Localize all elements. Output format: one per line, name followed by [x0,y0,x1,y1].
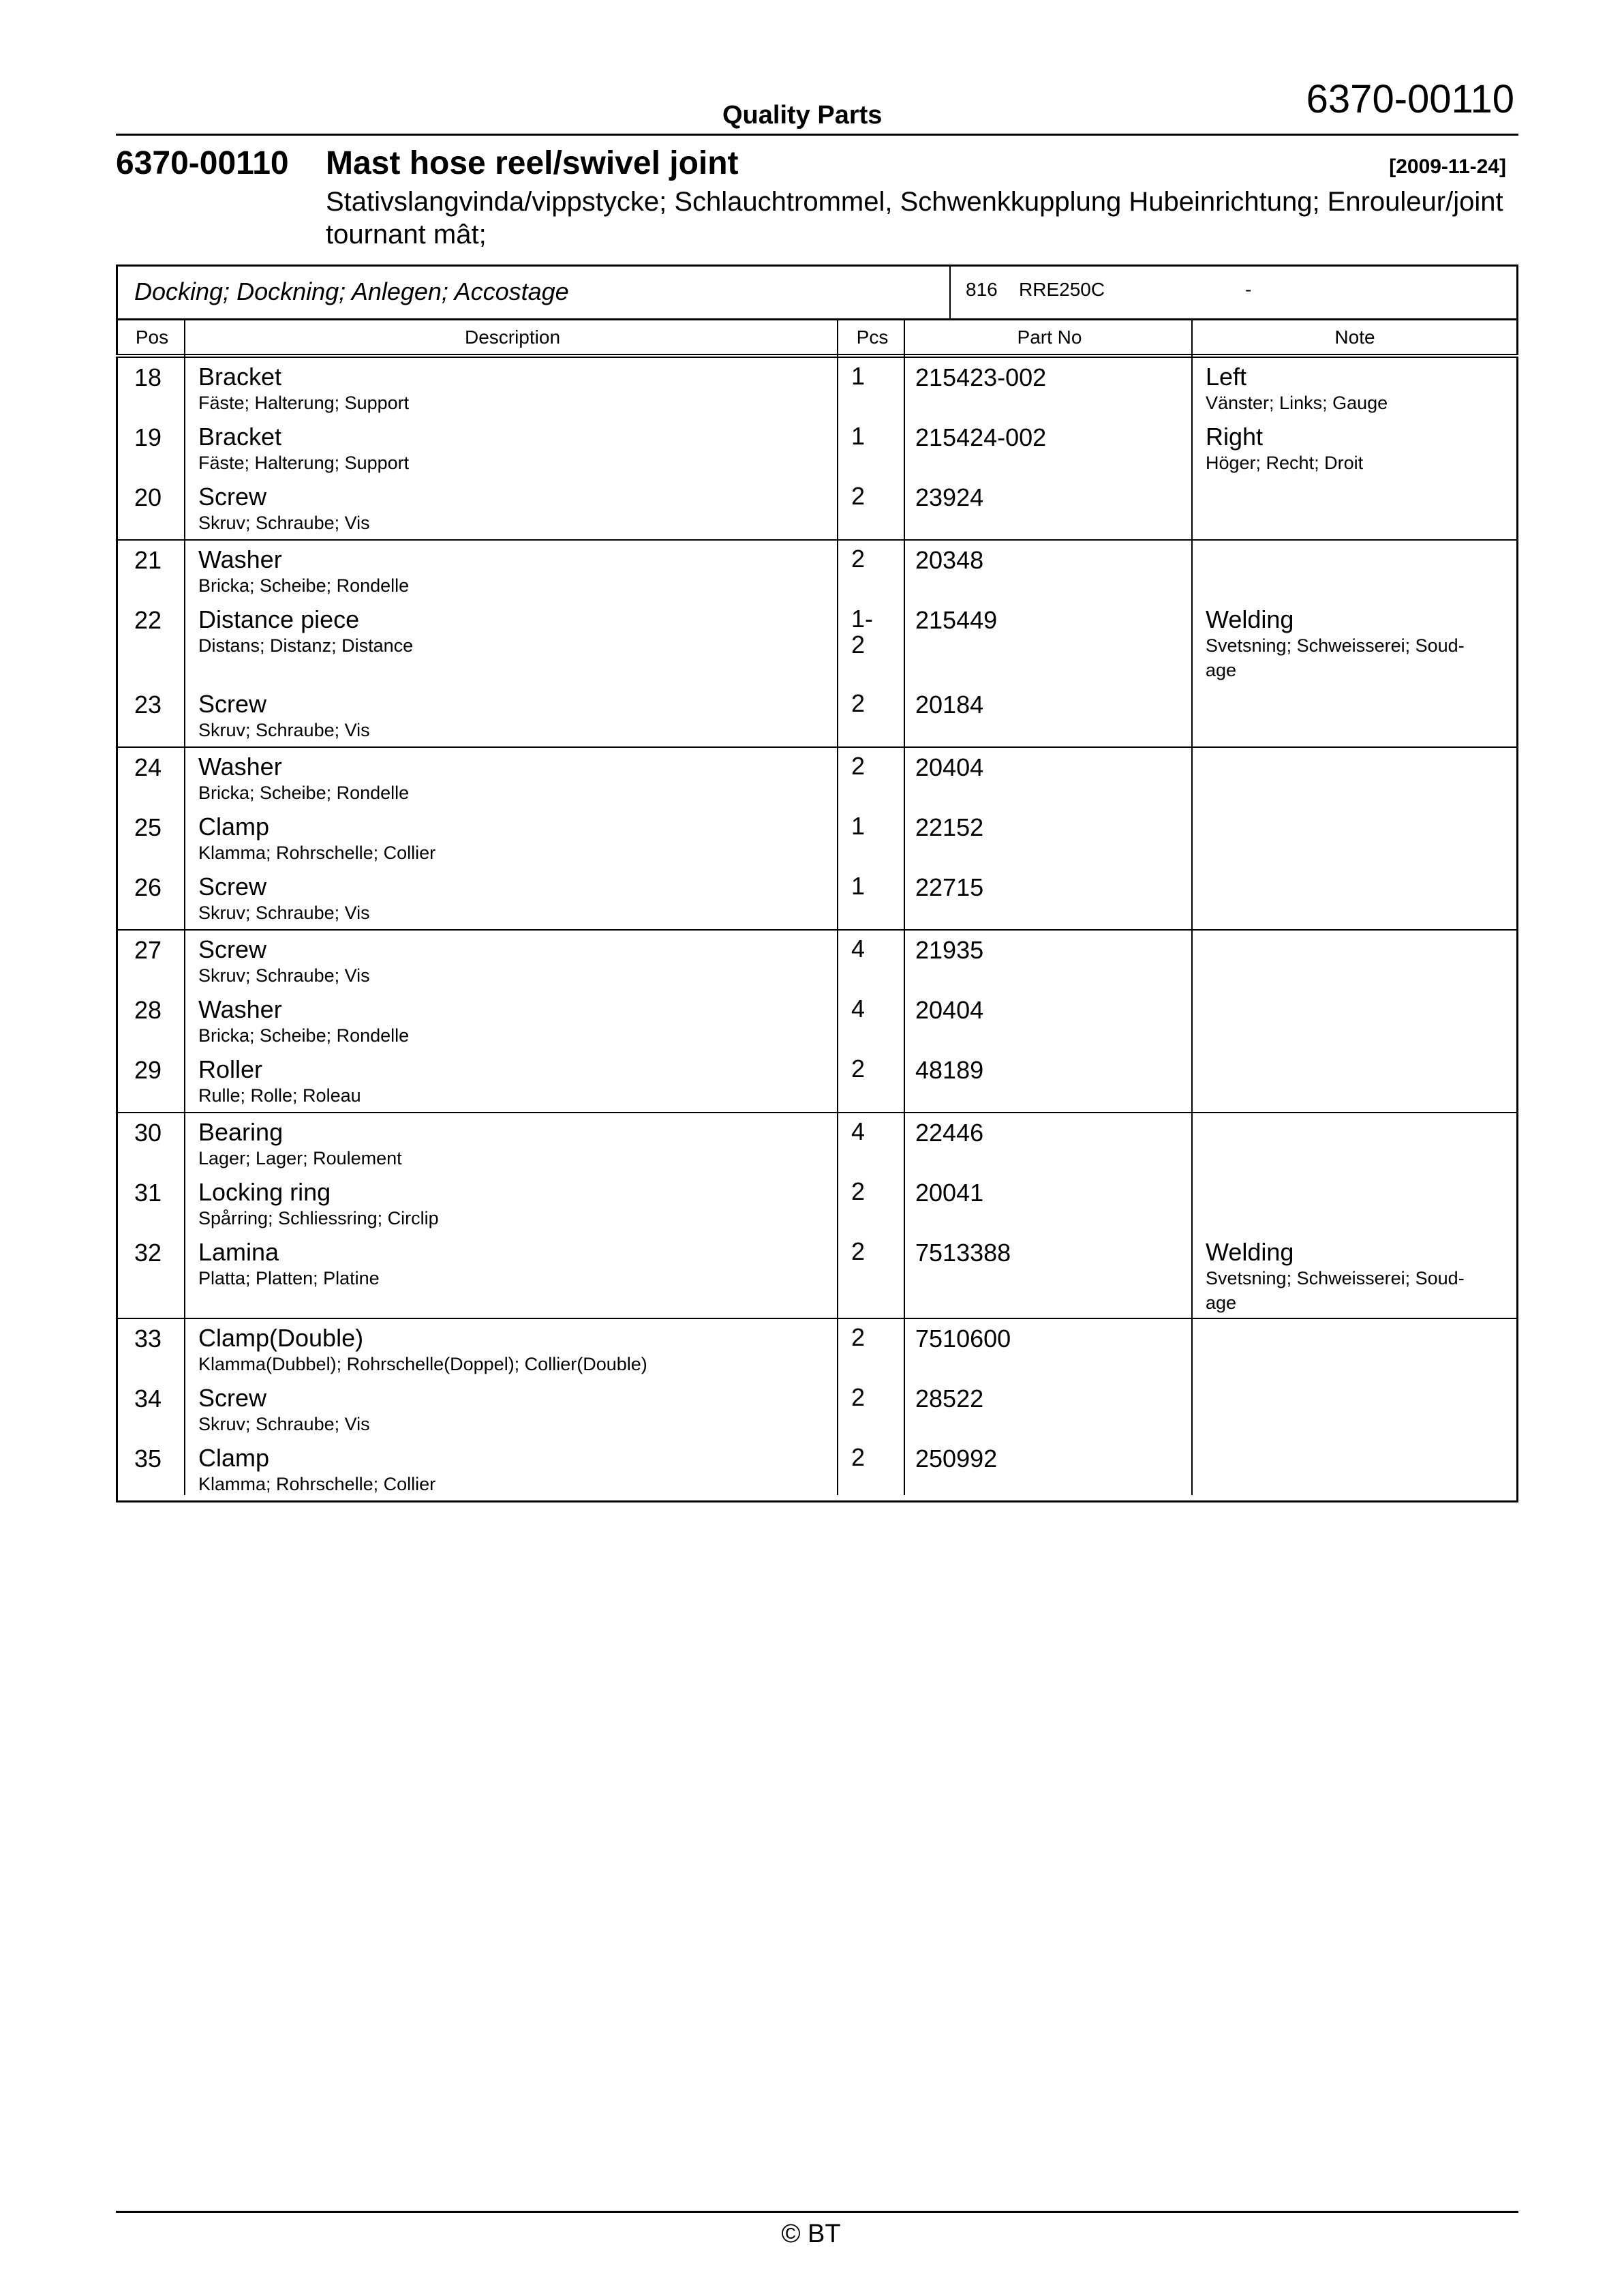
note-text: Right [1206,423,1264,451]
column-header-description: Description [464,327,561,348]
table-row [118,601,1516,685]
description-text: Lamina [198,1238,279,1266]
cell-part-no: 20348 [915,546,984,574]
description-text: Washer [198,545,282,573]
cell-pos: 32 [134,1239,162,1267]
table-row [118,868,1516,929]
cell-pcs: 1 [851,362,866,390]
cell-pos: 25 [134,813,162,841]
cell-pos: 33 [134,1325,162,1353]
description-text: Screw [198,483,267,511]
cell-part-no: 7513388 [915,1239,1011,1267]
header-title: Quality Parts [722,101,883,130]
cell-pcs: 1 [851,812,866,840]
cell-description [198,423,409,475]
cell-note [1206,363,1499,415]
cell-pcs: 2 [851,482,866,510]
cell-pos: 24 [134,753,162,781]
description-text: Bracket [198,423,282,451]
table-row [118,1173,1516,1233]
cell-pcs: 2 [851,752,866,780]
description-translations: Klamma(Dubbel); Rohrschelle(Doppel); Collier(Double) [198,1354,647,1374]
description-text: Screw [198,935,267,963]
cell-part-no: 23924 [915,483,984,511]
cell-part-no: 20184 [915,691,984,719]
column-header-pcs: Pcs [856,327,889,348]
cell-part-no: 20041 [915,1179,984,1207]
table-row-group [118,748,1516,931]
description-text: Screw [198,690,267,718]
cell-part-no: 48189 [915,1056,984,1084]
cell-part-no: 215449 [915,606,998,634]
cell-description [198,546,409,598]
context-label: Docking; Dockning; Anlegen; Accostage [134,277,569,305]
parts-table-header [116,318,1518,354]
description-text: Clamp(Double) [198,1324,364,1352]
cell-pcs: 1 [851,422,866,450]
description-text: Distance piece [198,605,360,633]
table-row [118,1319,1516,1379]
document-subtitle: Stativslangvinda/vippstycke; Schlauchtrommel, Schwenkkupplung Hubeinrichtung; Enrouleur/joint tournant mât; [326,187,1503,250]
cell-description [198,996,409,1048]
cell-description [198,1119,402,1170]
description-translations: Klamma; Rohrschelle; Collier [198,1474,436,1494]
note-translations: Svetsning; Schweisserei; Soud- age [1206,635,1465,680]
table-row [118,685,1516,746]
description-text: Bearing [198,1118,284,1146]
table-row [118,991,1516,1051]
description-text: Screw [198,1384,267,1412]
description-translations: Skruv; Schraube; Vis [198,1414,370,1434]
cell-part-no: 21935 [915,936,984,964]
cell-description [198,753,409,805]
description-translations: Skruv; Schraube; Vis [198,720,370,740]
table-row [118,1233,1516,1318]
cell-pos: 30 [134,1119,162,1147]
cell-description [198,606,413,658]
description-translations: Bricka; Scheibe; Rondelle [198,783,410,803]
cell-part-no: 22152 [915,813,984,841]
cell-pos: 31 [134,1179,162,1207]
cell-pos: 21 [134,546,162,574]
cell-pos: 18 [134,363,162,391]
description-text: Roller [198,1055,263,1083]
table-row [118,931,1516,991]
cell-pos: 27 [134,936,162,964]
table-row [118,1051,1516,1112]
cell-part-no: 22446 [915,1119,984,1147]
note-text: Left [1206,363,1247,391]
description-translations: Bricka; Scheibe; Rondelle [198,1025,410,1046]
cell-pcs: 1 [851,872,866,900]
cell-note [1206,1239,1499,1315]
context-number: 816 [966,279,998,300]
cell-pcs: 4 [851,995,866,1023]
cell-pcs: 2 [851,1443,866,1471]
table-row-group [118,931,1516,1113]
cell-pcs: 2 [851,1237,866,1265]
note-text: Welding [1206,1238,1294,1266]
cell-pcs: 2 [851,1055,866,1083]
table-row [118,808,1516,868]
table-row [118,358,1516,418]
cell-pos: 28 [134,996,162,1024]
cell-part-no: 215424-002 [915,423,1047,451]
table-row [118,418,1516,478]
cell-description [198,691,370,742]
description-translations: Bricka; Scheibe; Rondelle [198,575,410,596]
description-translations: Spårring; Schliessring; Circlip [198,1208,439,1228]
table-row [118,541,1516,601]
header-divider [116,134,1518,136]
cell-pcs: 2 [851,1177,866,1205]
note-text: Welding [1206,605,1294,633]
cell-pcs: 2 [851,1323,866,1351]
cell-part-no: 28522 [915,1385,984,1413]
description-text: Clamp [198,813,270,841]
note-translations: Höger; Recht; Droit [1206,453,1364,473]
table-row [118,1113,1516,1173]
document-date: [2009-11-24] [1389,155,1506,178]
cell-description [198,813,435,865]
description-translations: Lager; Lager; Roulement [198,1148,402,1168]
note-translations: Vänster; Links; Gauge [1206,393,1388,413]
cell-note [1206,606,1499,682]
cell-pcs: 4 [851,935,866,963]
cell-pcs: 2 [851,689,866,717]
description-text: Clamp [198,1444,270,1472]
cell-description [198,483,370,535]
context-box [116,265,1518,320]
cell-description [198,873,370,925]
description-translations: Fäste; Halterung; Support [198,393,410,413]
table-row [118,1379,1516,1439]
cell-pos: 26 [134,873,162,901]
document-code: 6370-00110 [116,145,289,181]
document-title: Mast hose reel/swivel joint [326,145,739,181]
description-translations: Skruv; Schraube; Vis [198,513,370,533]
description-translations: Platta; Platten; Platine [198,1268,380,1288]
description-translations: Skruv; Schraube; Vis [198,903,370,923]
cell-description [198,1385,370,1436]
cell-pos: 19 [134,423,162,451]
context-divider [949,267,951,318]
cell-part-no: 7510600 [915,1325,1011,1353]
description-translations: Distans; Distanz; Distance [198,635,414,656]
table-row [118,1439,1516,1500]
cell-part-no: 20404 [915,996,984,1024]
cell-description [198,1056,361,1108]
table-row-group [118,358,1516,541]
column-header-part-no: Part No [1017,327,1082,348]
description-text: Bracket [198,363,282,391]
footer-divider [116,2211,1518,2213]
footer-copyright: © BT [781,2220,841,2248]
cell-description [198,1325,647,1376]
cell-pos: 20 [134,483,162,511]
note-translations: Svetsning; Schweisserei; Soud- age [1206,1268,1465,1313]
cell-pos: 23 [134,691,162,719]
cell-pcs: 2 [851,545,866,573]
context-dash: - [1245,279,1252,300]
description-text: Washer [198,995,282,1023]
description-translations: Skruv; Schraube; Vis [198,965,370,986]
cell-part-no: 250992 [915,1445,998,1472]
cell-note [1206,423,1499,475]
description-translations: Rulle; Rolle; Roleau [198,1085,361,1106]
column-header-pos: Pos [135,327,169,348]
description-translations: Fäste; Halterung; Support [198,453,410,473]
header-document-code: 6370-00110 [1306,77,1514,121]
cell-part-no: 215423-002 [915,363,1047,391]
cell-pcs: 4 [851,1117,866,1145]
cell-pos: 22 [134,606,162,634]
description-text: Locking ring [198,1178,331,1206]
cell-description [198,363,409,415]
context-model: RRE250C [1019,279,1105,300]
cell-pos: 34 [134,1385,162,1413]
cell-description [198,1179,439,1230]
cell-description [198,1239,380,1290]
description-text: Washer [198,753,282,781]
table-row-group [118,1113,1516,1319]
cell-part-no: 22715 [915,873,984,901]
cell-pos: 29 [134,1056,162,1084]
parts-table [116,358,1518,1502]
cell-part-no: 20404 [915,753,984,781]
description-translations: Klamma; Rohrschelle; Collier [198,843,436,863]
table-row [118,748,1516,808]
cell-pcs: 2 [851,1383,866,1411]
description-text: Screw [198,873,267,901]
cell-description [198,1445,435,1496]
table-row [118,478,1516,539]
column-header-note: Note [1334,327,1375,348]
table-row-group [118,1319,1516,1500]
cell-pcs: 1- 2 [851,605,874,659]
cell-description [198,936,370,988]
table-row-group [118,541,1516,748]
cell-pos: 35 [134,1445,162,1472]
